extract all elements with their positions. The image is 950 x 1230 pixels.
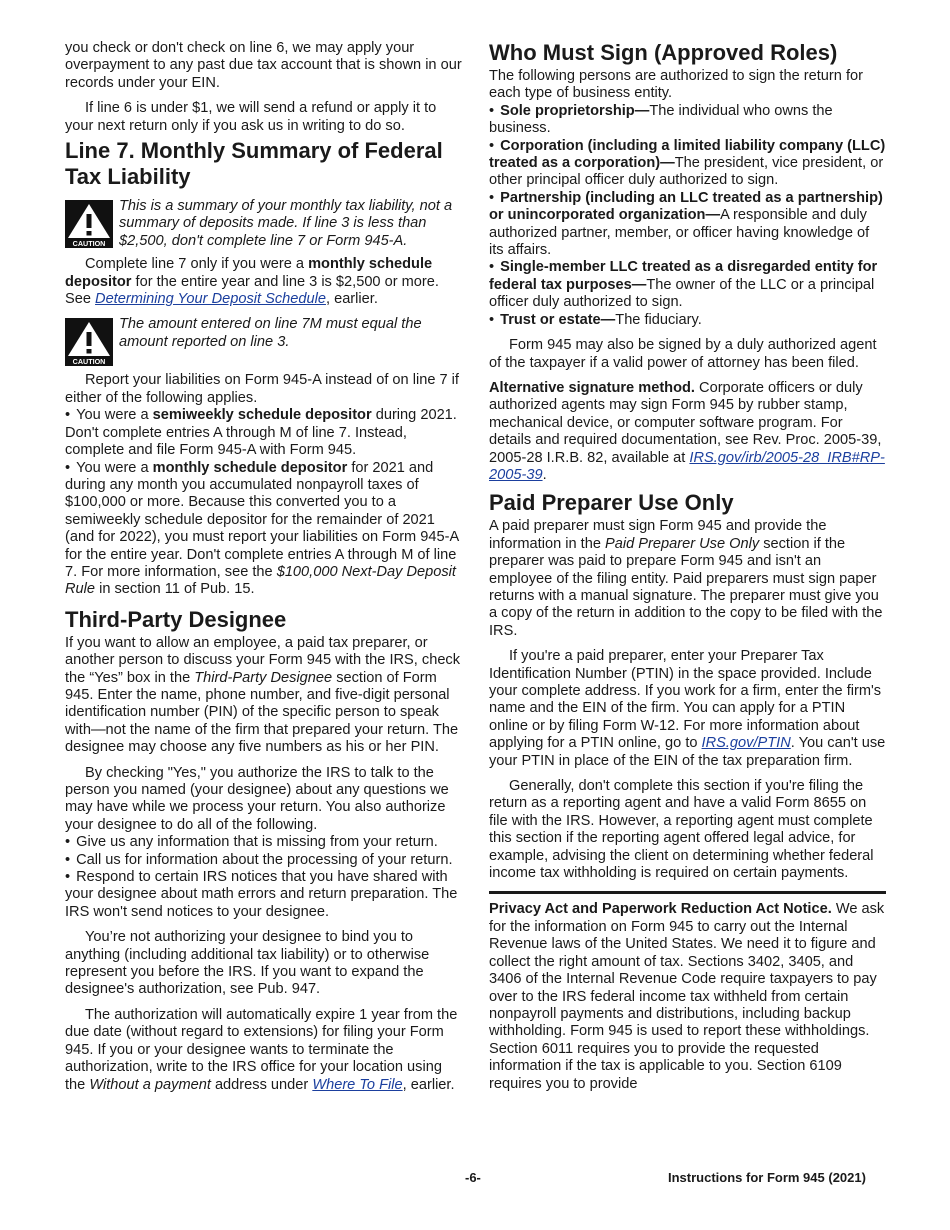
list-item: • You were a semiweekly schedule depositor during 2021. Don't complete entries A through M of line 7. Instead, complete and file Form 945-A with Form 945. — [65, 407, 462, 459]
list-item: • Give us any information that is missing from your return. — [65, 834, 462, 851]
caution-label: CAUTION — [72, 239, 106, 249]
paragraph: The following persons are authorized to sign the return for each type of business entity. — [489, 68, 863, 102]
caution-text: This is a summary of your monthly tax liability, not a summary of deposits made. If line 3 is less than $2,500, don't complete line 7 or Form 945-A. — [119, 198, 453, 249]
list-item: • Corporation (including a limited liability company (LLC) treated as a corporation)—The president, vice president, or other principal officer duly authorized to sign. — [489, 138, 886, 190]
heading-who-must-sign: Who Must Sign (Approved Roles) — [489, 40, 838, 65]
paragraph: Complete line 7 only if you were a monthly schedule depositor for the entire year and line 3 is $2,500 or more. See Determining Your Deposit Schedule, earlier. — [65, 256, 439, 308]
list-item: • Sole proprietorship—The individual who owns the business. — [489, 103, 886, 138]
list-item: • You were a monthly schedule depositor for 2021 and during any month you accumulated nonpayroll taxes of $100,000 or more. Because this converted you to a semiweekly schedule depositor for the remainder of 2021 (and for 2022), you must report your liabilities on Form 945-A for the entire year. Don't complete entries A through M of line 7. For more information, see the $100,000 Next-Day Deposit Rule in section 11 of Pub. 15. — [65, 460, 462, 599]
paragraph: If you're a paid preparer, enter your Preparer Tax Identification Number (PTIN) in the space provided. Include your complete address. If you work for a firm, enter the firm's name and the EIN of the firm. You can apply for a PTIN online or by filing Form W-12. For more information about applying for a PTIN online, go to IRS.gov/PTIN. You can't use your PTIN in place of the EIN of the tax preparation firm. — [489, 648, 886, 769]
heading-paid-preparer: Paid Preparer Use Only — [489, 490, 734, 516]
paragraph: By checking "Yes," you authorize the IRS to talk to the person you named (your designee) about any questions we may have while we process your return. You also authorize your designee to do all of the following. — [65, 764, 449, 833]
paragraph: Generally, don't complete this section if you're filing the return as a reporting agent and have a valid Form 8655 on file with the IRS. However, a reporting agent must complete this section if the reporting agent offered legal advice, for example, advising the client on determining whether federal income tax withholding is required on certain payments. — [489, 778, 874, 882]
paragraph: You’re not authorizing your designee to bind you to anything (including additional tax liability) or to otherwise represent you before the IRS. If you want to expand the designee's authorization, see Pub. 947. — [65, 929, 430, 998]
caution-note — [65, 316, 462, 366]
paragraph: If you want to allow an employee, a paid tax preparer, or another person to discuss your Form 945 with the IRS, check the “Yes” box in the Third-Party Designee section of Form 945. Enter the name, phone number, and five-digit personal identification number (PIN) of the specific person to speak with—not the name of the firm that prepared your return. The designee may choose any five numbers as his or her PIN. — [65, 634, 461, 756]
caution-label: CAUTION — [72, 357, 106, 367]
paragraph: you check or don't check on line 6, we may apply your overpayment to any past due tax account that is shown in our records under your EIN. — [65, 40, 462, 91]
link-where-to-file[interactable]: Where To File — [312, 1076, 403, 1093]
left-column — [65, 40, 462, 1094]
paragraph: A paid preparer must sign Form 945 and provide the information in the Paid Preparer Use Only section if the preparer was paid to prepare Form 945 and isn't an employee of the filing entity. Paid preparers must sign paper returns with a manual signature. The preparer must give you a copy of the return in addition to the copy to be filed with the IRS. — [489, 518, 883, 639]
footer-title: Instructions for Form 945 (2021) — [668, 1170, 866, 1185]
paragraph: If line 6 is under $1, we will send a refund or apply it to your next return only if you ask us in writing to do so. — [65, 100, 437, 134]
paragraph-privacy: Privacy Act and Paperwork Reduction Act Notice. We ask for the information on Form 945 to carry out the Internal Revenue laws of the United States. We need it to figure and collect the right amount of tax. Sections 3402, 3405, and 3406 of the Internal Revenue Code require taxpayers to pay over to the IRS federal income tax withheld from certain nonpayroll payments and distributions, including backup withholding. Form 945 is used to report these withholdings. Section 6011 requires you to provide the requested information if the tax is applicable to you. Section 6109 requires you to provide — [489, 901, 885, 1092]
list-item: • Respond to certain IRS notices that you have shared with your designee about math errors and return preparation. The IRS won't send notices to your designee. — [65, 869, 462, 921]
right-column — [489, 40, 886, 1093]
paragraph: Alternative signature method. Corporate officers or duly authorized agents may sign Form 945 by rubber stamp, mechanical device, or computer software program. For details and required documentation, see Rev. Proc. 2005-39, 2005-28 I.R.B. 82, available at IRS.gov/irb/2005-28_IRB#RP-2005-39. — [489, 379, 885, 483]
caution-icon — [65, 200, 113, 248]
caution-icon — [65, 318, 113, 366]
list-item: • Single-member LLC treated as a disregarded entity for federal tax purposes—The owner of the LLC or a principal officer duly authorized to sign. — [489, 259, 886, 311]
page-number: -6- — [465, 1170, 481, 1185]
paragraph: Report your liabilities on Form 945-A instead of on line 7 if either of the following applies. — [65, 372, 459, 406]
heading-line-7: Line 7. Monthly Summary of Federal Tax Liability — [65, 138, 443, 190]
divider — [489, 891, 886, 894]
paragraph: Form 945 may also be signed by a duly authorized agent of the taxpayer if a valid power of attorney has been filed. — [489, 337, 877, 371]
link-deposit-schedule[interactable]: Determining Your Deposit Schedule — [95, 291, 326, 308]
link-rev-proc[interactable]: IRS.gov/irb/2005-28_IRB#RP-2005-39 — [489, 449, 885, 483]
list-item: • Trust or estate—The fiduciary. — [489, 312, 886, 329]
paragraph: The authorization will automatically expire 1 year from the due date (without regard to extensions) for filing your Form 945. If you or your designee wants to terminate the authorization, write to the IRS office for your location using the Without a payment address under Where To File, earlier. — [65, 1006, 458, 1093]
caution-note — [65, 198, 462, 250]
list-item: • Call us for information about the processing of your return. — [65, 852, 462, 869]
caution-text: The amount entered on line 7M must equal the amount reported on line 3. — [119, 316, 422, 350]
link-ptin[interactable]: IRS.gov/PTIN — [701, 735, 791, 752]
list-item: • Partnership (including an LLC treated as a partnership) or unincorporated organization—A responsible and duly authorized partner, member, or officer having knowledge of its affairs. — [489, 190, 886, 260]
heading-third-party: Third-Party Designee — [65, 606, 287, 632]
